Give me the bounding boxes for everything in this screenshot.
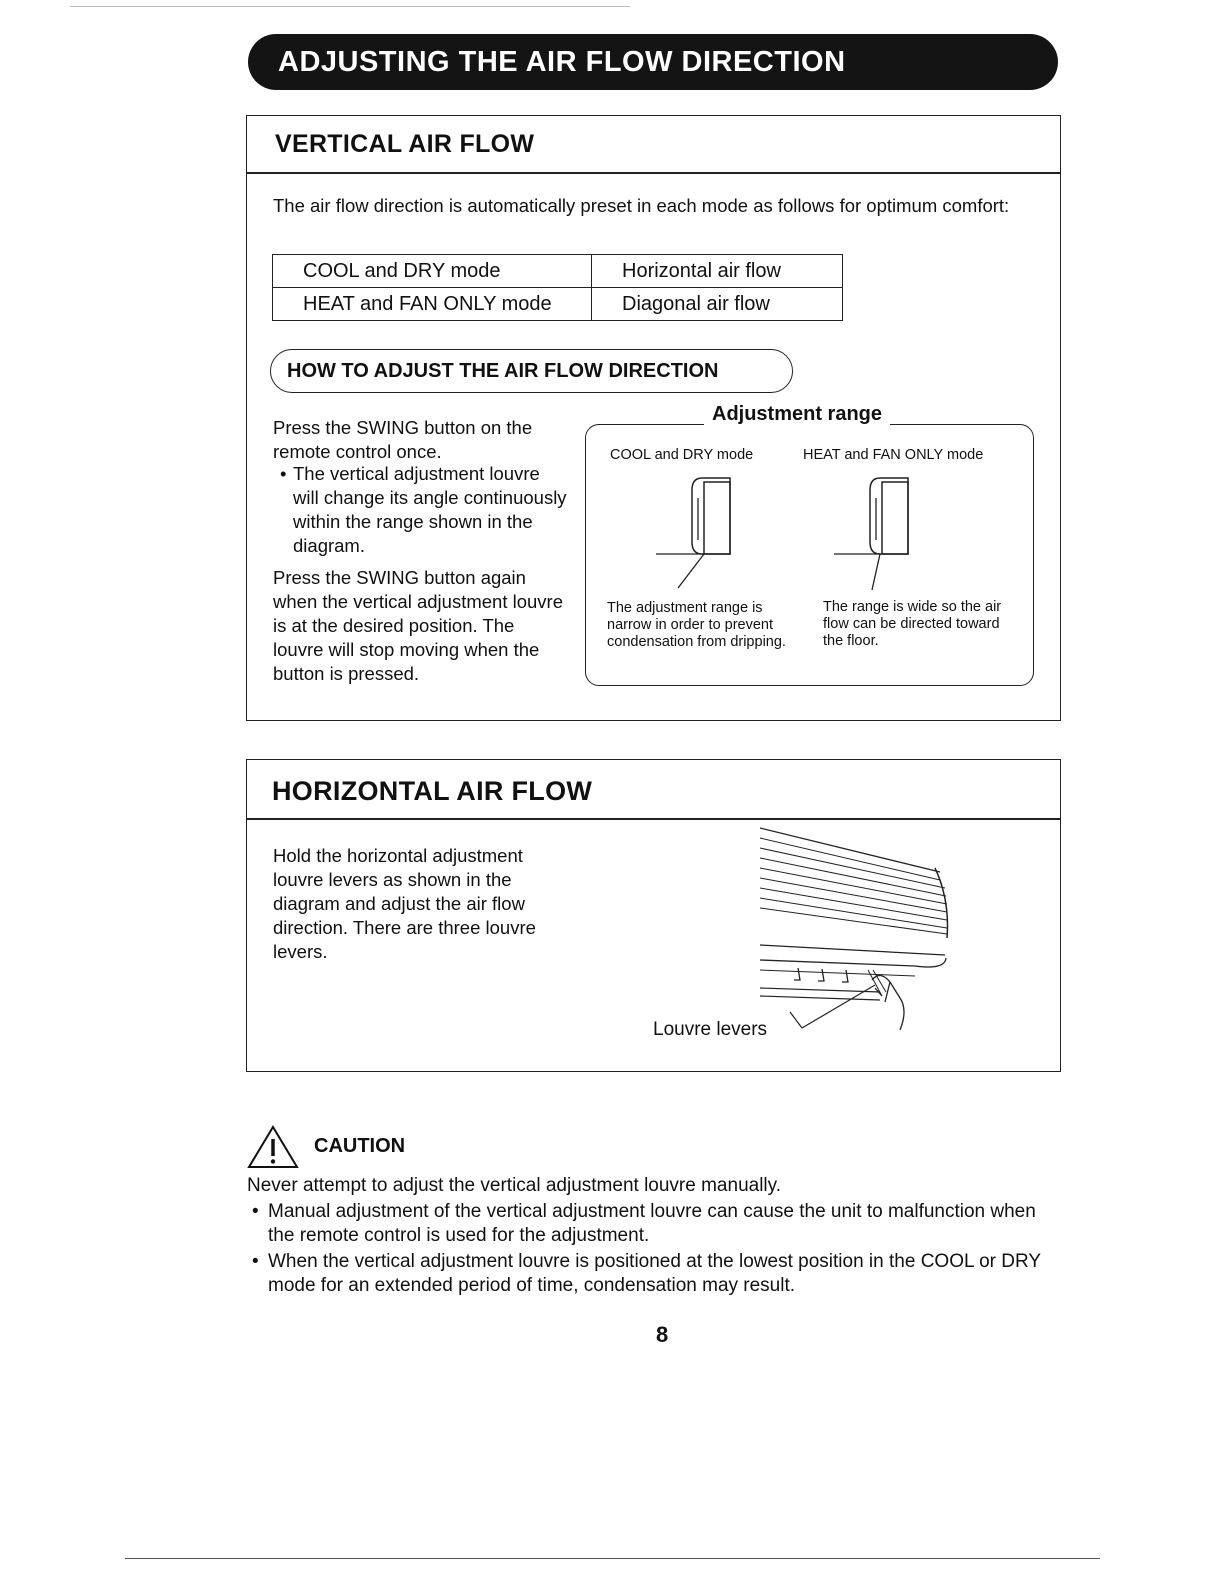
- bottom-rule: [125, 1558, 1100, 1559]
- mode-cell: COOL and DRY mode: [273, 255, 592, 288]
- top-rule: [70, 6, 630, 7]
- caution-bullet-2: [252, 1250, 1062, 1298]
- vertical-title: VERTICAL AIR FLOW: [275, 130, 535, 158]
- vertical-title-rule: [246, 172, 1061, 174]
- cool-dry-label: COOL and DRY mode: [610, 447, 754, 463]
- step1-bullet: [280, 462, 570, 558]
- cool-louvre-diagram: [640, 470, 760, 600]
- warning-triangle-icon: [246, 1124, 300, 1170]
- step2-text: Press the SWING button again when the vertical adjustment louvre is at the desired position. The louvre will stop moving when the button is pressed.: [273, 567, 563, 684]
- vertical-intro: The air flow direction is automatically preset in each mode as follows for optimum comfort:: [273, 195, 1010, 216]
- caution-intro: Never attempt to adjust the vertical adjustment louvre manually.: [247, 1175, 782, 1196]
- horizontal-title: HORIZONTAL AIR FLOW: [272, 776, 593, 806]
- banner-title: ADJUSTING THE AIR FLOW DIRECTION: [278, 45, 846, 78]
- adjustment-range-title: Adjustment range: [704, 403, 890, 426]
- heat-louvre-diagram: [830, 470, 950, 600]
- page-banner: [248, 34, 1058, 90]
- air-conditioner-diagram: [740, 820, 970, 1045]
- mode-cell: HEAT and FAN ONLY mode: [273, 288, 592, 321]
- louvre-levers-label: Louvre levers: [653, 1019, 768, 1040]
- bullet-dot: •: [252, 1251, 259, 1272]
- bullet-dot: •: [252, 1201, 259, 1222]
- caution-title: CAUTION: [314, 1135, 406, 1157]
- howto-title: HOW TO ADJUST THE AIR FLOW DIRECTION: [287, 359, 719, 382]
- flow-cell: Diagonal air flow: [592, 288, 843, 321]
- mode-table: [272, 254, 843, 321]
- horizontal-text: Hold the horizontal adjustment louvre levers as shown in the diagram and adjust the air flow direction. There are three louvre levers.: [273, 845, 536, 962]
- table-row: [273, 288, 843, 321]
- bullet-dot: •: [280, 463, 287, 484]
- heat-fan-label: HEAT and FAN ONLY mode: [803, 447, 984, 463]
- howto-heading: [270, 349, 793, 393]
- caution-bullet-1: [252, 1200, 1062, 1248]
- cool-range-note: The adjustment range is narrow in order to prevent condensation from dripping.: [607, 600, 786, 650]
- table-row: [273, 255, 843, 288]
- caution-bullet-1-text: Manual adjustment of the vertical adjustment louvre can cause the unit to malfunction when the remote control is used for the adjustment.: [268, 1201, 1036, 1246]
- page-number: 8: [656, 1322, 669, 1347]
- step1-bullet-text: The vertical adjustment louvre will change its angle continuously within the range shown in the diagram.: [293, 463, 567, 556]
- step1-text: Press the SWING button on the remote control once.: [273, 417, 533, 462]
- heat-range-note: The range is wide so the air flow can be directed toward the floor.: [823, 599, 1002, 649]
- flow-cell: Horizontal air flow: [592, 255, 843, 288]
- caution-bullet-2-text: When the vertical adjustment louvre is positioned at the lowest position in the COOL or DRY mode for an extended period of time, condensation may result.: [268, 1251, 1041, 1296]
